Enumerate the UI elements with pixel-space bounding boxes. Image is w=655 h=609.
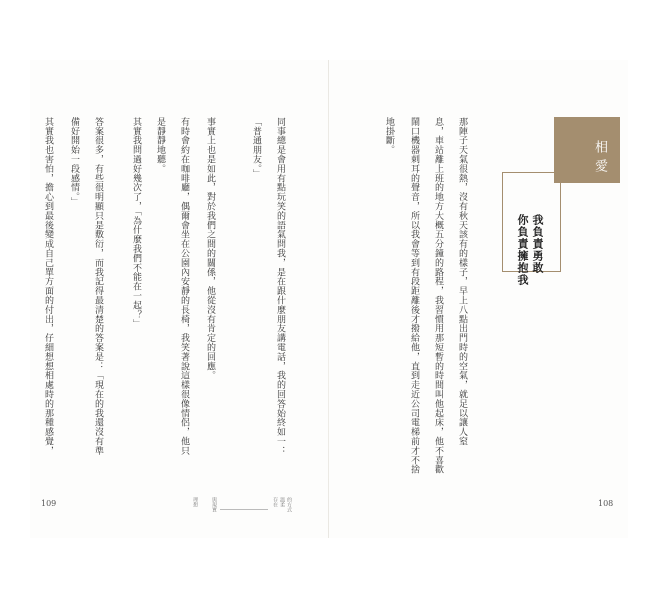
running-head-right: 的方式 [286,497,292,512]
right-text-column: 鬧口機器刺耳的聲音，所以我會等到有段距離後才撥給他，直到走近公司電梯前才不捨 [409,117,419,475]
subtitle-line-1: 我負責勇敢 [531,214,544,274]
left-text-column: 事實上也是如此，對於我們之間的關係，他從沒有肯定的回應。 [205,117,215,381]
subtitle-line-2: 你負責擁抱我 [516,214,529,286]
page-gutter [328,60,329,538]
page-number-left: 109 [41,499,57,508]
left-text-column: 同事總是會用有點玩笑的語氣問我，是在跟什麼朋友講電話，我的回答始終如一： [275,117,285,456]
running-head-left: 與現實 [211,497,217,512]
left-text-column: 是靜靜地聽。 [155,117,165,174]
book-spread [30,60,628,538]
left-text-column: 「普通朋友。」 [251,117,261,179]
left-text-column: 有時會約在咖啡廳，偶爾會坐在公園內安靜的長椅，我笑著說這樣很像情侶，他只 [179,117,189,456]
running-head-right: 存在 [272,497,278,507]
running-head-right: 溫柔 [279,497,285,507]
footer-rule-left [220,509,268,510]
left-text-column: 答案很多，有些很明顯只是敷衍，而我記得最清楚的答案是：「現在的我還沒有準 [93,117,103,456]
chapter-title: 相愛 [592,140,607,178]
left-text-column: 其實我問過好幾次了，「為什麼我們不能在一起？」 [131,117,141,329]
left-text-column: 其實我也害怕，擔心到最後變成自己單方面的付出，仔細想想相處時的那種感覺， [43,117,53,456]
chapter-title-box [554,117,620,183]
right-text-column: 那陣子天氣很熱，沒有秋天該有的樣子，早上八點出門時的空氣，就足以讓人窒 [457,117,467,446]
right-text-column: 地掛斷。 [384,117,394,155]
left-text-column: 備好開始一段感情。」 [69,117,79,207]
right-text-column: 息，車站離上班的地方大概五分鐘的路程，我習慣用那短暫的時間叫他起床，他不喜歡 [433,117,443,475]
page-number-right: 108 [598,499,614,508]
running-head-left: 理想 [192,497,198,507]
